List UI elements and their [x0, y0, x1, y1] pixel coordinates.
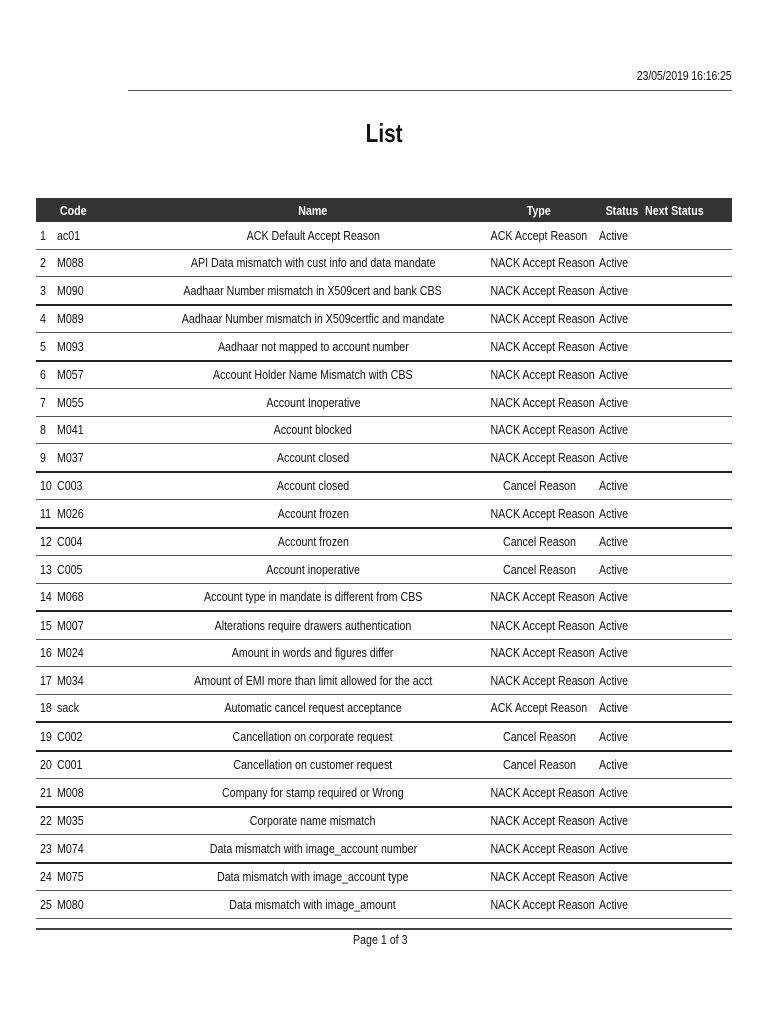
row-next-status — [645, 611, 732, 639]
row-index: 7 — [36, 389, 57, 417]
row-status: Active — [599, 611, 645, 639]
row-name: Company for stamp required or Wrong — [147, 779, 479, 807]
row-code: M075 — [57, 863, 147, 891]
row-status: Active — [599, 722, 645, 751]
row-code: C001 — [57, 751, 147, 779]
row-type: NACK Accept Reason — [479, 444, 599, 472]
row-status: Active — [599, 222, 645, 249]
table-row — [36, 807, 732, 835]
row-index: 25 — [36, 891, 57, 919]
column-header-code: Code — [57, 198, 147, 222]
row-name: Alterations require drawers authentication — [147, 611, 479, 639]
row-next-status — [645, 528, 732, 556]
row-index: 14 — [36, 583, 57, 611]
row-type: NACK Accept Reason — [479, 389, 599, 417]
row-index: 21 — [36, 779, 57, 807]
row-index: 10 — [36, 472, 57, 500]
row-type: NACK Accept Reason — [479, 779, 599, 807]
row-code: ac01 — [57, 222, 147, 249]
row-status: Active — [599, 863, 645, 891]
row-index: 19 — [36, 722, 57, 751]
row-next-status — [645, 277, 732, 305]
table-row — [36, 444, 732, 472]
row-index: 23 — [36, 835, 57, 863]
row-index: 5 — [36, 333, 57, 361]
row-code: M089 — [57, 305, 147, 333]
row-type: NACK Accept Reason — [479, 807, 599, 835]
footer-divider — [36, 928, 732, 930]
row-index: 20 — [36, 751, 57, 779]
row-status: Active — [599, 556, 645, 584]
row-name: Corporate name mismatch — [147, 807, 479, 835]
report-timestamp: 23/05/2019 16:16:25 — [636, 68, 731, 83]
row-code: M007 — [57, 611, 147, 639]
row-next-status — [645, 722, 732, 751]
row-name: API Data mismatch with cust info and data mandate — [147, 249, 479, 277]
row-type: ACK Accept Reason — [479, 694, 599, 722]
row-name: Account closed — [147, 472, 479, 500]
row-next-status — [645, 863, 732, 891]
row-status: Active — [599, 835, 645, 863]
row-type: NACK Accept Reason — [479, 333, 599, 361]
row-next-status — [645, 751, 732, 779]
row-name: Aadhaar Number mismatch in X509certfic and mandate — [147, 305, 479, 333]
row-code: M034 — [57, 667, 147, 695]
row-index: 6 — [36, 361, 57, 389]
row-code: M035 — [57, 807, 147, 835]
row-name: Account type in mandate is different from CBS — [147, 583, 479, 611]
page-title — [0, 118, 768, 149]
row-index: 3 — [36, 277, 57, 305]
table-row — [36, 305, 732, 333]
row-name: Account closed — [147, 444, 479, 472]
row-index: 24 — [36, 863, 57, 891]
row-status: Active — [599, 305, 645, 333]
row-code: M026 — [57, 500, 147, 528]
row-next-status — [645, 694, 732, 722]
column-header-type: Type — [479, 198, 599, 222]
row-next-status — [645, 667, 732, 695]
row-name: Cancellation on corporate request — [147, 722, 479, 751]
row-code: M093 — [57, 333, 147, 361]
row-status: Active — [599, 444, 645, 472]
row-code: M068 — [57, 583, 147, 611]
row-index: 17 — [36, 667, 57, 695]
row-type: NACK Accept Reason — [479, 835, 599, 863]
row-next-status — [645, 639, 732, 667]
row-name: Data mismatch with image_amount — [147, 891, 479, 919]
row-status: Active — [599, 667, 645, 695]
row-index: 11 — [36, 500, 57, 528]
row-name: Data mismatch with image_account type — [147, 863, 479, 891]
page-title-text: List — [365, 118, 403, 148]
row-type: Cancel Reason — [479, 556, 599, 584]
row-status: Active — [599, 694, 645, 722]
row-next-status — [645, 444, 732, 472]
table-row — [36, 694, 732, 722]
row-name: ACK Default Accept Reason — [147, 222, 479, 249]
row-index: 8 — [36, 416, 57, 444]
column-header-index — [36, 198, 57, 222]
table-row — [36, 556, 732, 584]
row-type: Cancel Reason — [479, 528, 599, 556]
row-next-status — [645, 583, 732, 611]
row-next-status — [645, 305, 732, 333]
table-row — [36, 863, 732, 891]
table-row — [36, 667, 732, 695]
row-next-status — [645, 361, 732, 389]
row-status: Active — [599, 807, 645, 835]
table-row — [36, 361, 732, 389]
row-type: NACK Accept Reason — [479, 639, 599, 667]
row-code: M024 — [57, 639, 147, 667]
table-row — [36, 222, 732, 249]
row-index: 13 — [36, 556, 57, 584]
row-code: M090 — [57, 277, 147, 305]
table-row — [36, 528, 732, 556]
row-type: NACK Accept Reason — [479, 416, 599, 444]
table-row — [36, 779, 732, 807]
row-next-status — [645, 249, 732, 277]
row-code: C003 — [57, 472, 147, 500]
row-next-status — [645, 556, 732, 584]
table-row — [36, 751, 732, 779]
row-code: sack — [57, 694, 147, 722]
row-index: 1 — [36, 222, 57, 249]
table-row — [36, 722, 732, 751]
row-code: M088 — [57, 249, 147, 277]
table-row — [36, 583, 732, 611]
row-name: Account inoperative — [147, 556, 479, 584]
row-code: C002 — [57, 722, 147, 751]
row-code: M037 — [57, 444, 147, 472]
row-next-status — [645, 333, 732, 361]
page-number: Page 1 of 3 — [352, 932, 408, 947]
row-status: Active — [599, 891, 645, 919]
row-code: M008 — [57, 779, 147, 807]
row-status: Active — [599, 249, 645, 277]
row-next-status — [645, 891, 732, 919]
table-row — [36, 639, 732, 667]
column-header-next-status: Next Status — [645, 198, 732, 222]
table-row — [36, 333, 732, 361]
row-status: Active — [599, 779, 645, 807]
row-status: Active — [599, 361, 645, 389]
row-next-status — [645, 222, 732, 249]
row-status: Active — [599, 751, 645, 779]
row-type: Cancel Reason — [479, 722, 599, 751]
row-type: NACK Accept Reason — [479, 277, 599, 305]
row-name: Automatic cancel request acceptance — [147, 694, 479, 722]
row-index: 9 — [36, 444, 57, 472]
table-row — [36, 611, 732, 639]
row-code: M057 — [57, 361, 147, 389]
row-status: Active — [599, 389, 645, 417]
row-status: Active — [599, 528, 645, 556]
row-code: M055 — [57, 389, 147, 417]
row-code: C005 — [57, 556, 147, 584]
row-index: 12 — [36, 528, 57, 556]
row-type: NACK Accept Reason — [479, 891, 599, 919]
row-status: Active — [599, 277, 645, 305]
table-row — [36, 835, 732, 863]
column-header-name: Name — [147, 198, 479, 222]
row-next-status — [645, 416, 732, 444]
row-type: Cancel Reason — [479, 751, 599, 779]
row-type: NACK Accept Reason — [479, 667, 599, 695]
row-type: NACK Accept Reason — [479, 583, 599, 611]
row-next-status — [645, 779, 732, 807]
table-row — [36, 389, 732, 417]
row-type: NACK Accept Reason — [479, 863, 599, 891]
row-name: Account Inoperative — [147, 389, 479, 417]
row-code: M080 — [57, 891, 147, 919]
row-index: 18 — [36, 694, 57, 722]
row-type: Cancel Reason — [479, 472, 599, 500]
row-name: Account Holder Name Mismatch with CBS — [147, 361, 479, 389]
row-name: Aadhaar Number mismatch in X509cert and bank CBS — [147, 277, 479, 305]
row-status: Active — [599, 472, 645, 500]
row-next-status — [645, 835, 732, 863]
row-name: Account frozen — [147, 528, 479, 556]
table-header-row — [36, 198, 732, 222]
row-type: NACK Accept Reason — [479, 500, 599, 528]
table-row — [36, 249, 732, 277]
reason-code-table — [36, 198, 732, 919]
table-row — [36, 472, 732, 500]
table-row — [36, 416, 732, 444]
table-row — [36, 500, 732, 528]
column-header-status: Status — [599, 198, 645, 222]
table-row — [36, 891, 732, 919]
row-next-status — [645, 389, 732, 417]
row-next-status — [645, 807, 732, 835]
row-type: NACK Accept Reason — [479, 361, 599, 389]
row-next-status — [645, 472, 732, 500]
row-name: Cancellation on customer request — [147, 751, 479, 779]
row-status: Active — [599, 639, 645, 667]
row-next-status — [645, 500, 732, 528]
row-name: Data mismatch with image_account number — [147, 835, 479, 863]
row-name: Amount in words and figures differ — [147, 639, 479, 667]
header-divider — [128, 90, 732, 91]
row-name: Account frozen — [147, 500, 479, 528]
row-status: Active — [599, 416, 645, 444]
row-type: NACK Accept Reason — [479, 249, 599, 277]
row-type: ACK Accept Reason — [479, 222, 599, 249]
row-name: Account blocked — [147, 416, 479, 444]
row-index: 4 — [36, 305, 57, 333]
row-status: Active — [599, 500, 645, 528]
row-code: C004 — [57, 528, 147, 556]
row-status: Active — [599, 583, 645, 611]
row-index: 16 — [36, 639, 57, 667]
row-type: NACK Accept Reason — [479, 611, 599, 639]
row-name: Aadhaar not mapped to account number — [147, 333, 479, 361]
row-index: 15 — [36, 611, 57, 639]
table-row — [36, 277, 732, 305]
row-status: Active — [599, 333, 645, 361]
row-name: Amount of EMI more than limit allowed for the acct — [147, 667, 479, 695]
row-index: 2 — [36, 249, 57, 277]
row-code: M074 — [57, 835, 147, 863]
row-code: M041 — [57, 416, 147, 444]
row-type: NACK Accept Reason — [479, 305, 599, 333]
row-index: 22 — [36, 807, 57, 835]
